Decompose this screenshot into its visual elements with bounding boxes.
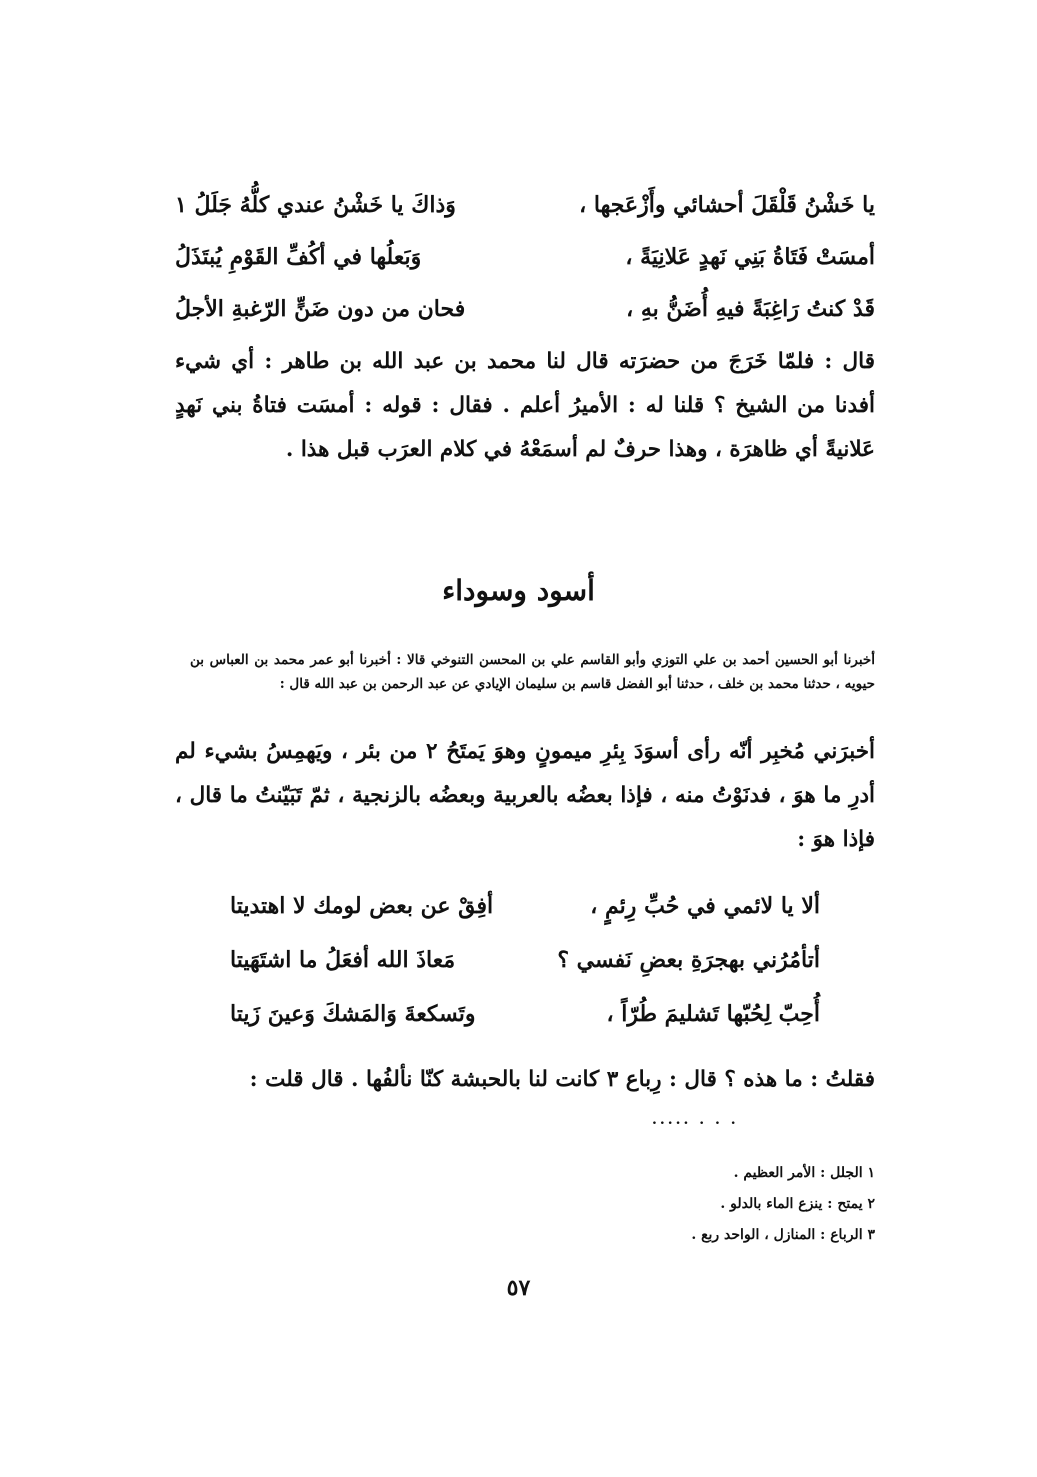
omission-dots: ..... . . . [652,1112,739,1128]
footnotes [455,1158,875,1251]
verse-hemistich-1: أُحِبّ لِحُبّها تَشليمَ طُرّاً ، [606,1001,820,1027]
footnote: ٢ يمتح : ينزع الماء بالدلو . [720,1196,875,1212]
poem-1 [175,192,875,348]
verse-hemistich-1: ألا يا لائمي في حُبِّ رِئمٍ ، [590,893,820,919]
verse-hemistich-1: يا خَشْنُ قَلْقَلَ أحشائي وأَزْعَجها ، [579,192,875,218]
footnote: ٣ الرباع : المنازل ، الواحد ربع . [691,1227,875,1243]
prose-paragraph-2: أخبرَني مُخبِر أنّه رأى أسوَدَ بِئرِ ميمونٍ وهوَ يَمتَحُ ٢ من بئر ، ويَهمِسُ بشيء لم أدرِ ما هوَ ، فدنَوْتُ منه ، فإذا بعضُه بالعربية وبعضُه بالزنجية ، ثمّ تَبَيّنتُ ما قال ، فإذا هوَ : [175,739,875,852]
isnad-paragraph: أخبرنا أبو الحسين أحمد بن علي التوزي وأبو القاسم علي بن المحسن التنوخي قالا : أخبرنا أبو عمر محمد بن العباس بن حيويه ، حدثنا محمد بن خلف ، حدثنا أبو الفضل قاسم بن سليمان الإيادي عن عبد الرحمن بن عبد الله قال : [190,652,875,692]
prose-paragraph-1: قال : فلمّا خَرَجَ من حضرَته قال لنا محمد بن عبد الله بن طاهر : أي شيء أفدنا من الشيخ ؟ قلنا له : الأميرُ أعلم . فقال : قوله : أمسَت فتاةُ بني نَهدٍ عَلانيةً أي ظاهرَة ، وهذا حرفٌ لم أسمَعْهُ في كلام العرَب قبل هذا . [175,349,875,462]
verse-line [230,1001,820,1055]
verse-hemistich-1: أتأمُرُني بهجرَةِ بعضِ نَفسي ؟ [557,947,820,973]
verse-line [175,192,875,244]
verse-hemistich-2: أفِقْ عن بعض لومك لا اهتديتا [230,893,494,919]
prose-paragraph-3: فقلتُ : ما هذه ؟ قال : رِباع ٣ كانت لنا بالحبشة كنّا نألفُها . قال قلت : [249,1067,875,1092]
verse-line [175,244,875,296]
verse-hemistich-2: فحان من دون ضَنٍّ الرّغبةِ الأجلُ [175,296,466,322]
page-number: ٥٧ [506,1275,531,1301]
verse-hemistich-2: وَبَعلُها في أكُفِّ القَوْمِ يُبتَذَلُ [175,244,422,270]
verse-hemistich-1: قَدْ كنتُ رَاغِبَةً فيهِ أُضَنُّ بهِ ، [626,296,875,322]
section-title: أسود وسوداء [442,574,595,607]
verse-line [230,947,820,1001]
verse-hemistich-2: وتَسكعةَ وَالمَشكَ وَعينَ زَيتا [230,1001,476,1027]
poem-2 [230,893,820,1055]
verse-hemistich-2: وَذاكَ يا خَشْنُ عندي كلُّهُ جَلَلُ ١ [175,192,456,218]
verse-hemistich-1: أمسَتْ فَتَاةُ بَنِي نَهدٍ عَلانِيَةً ، [625,244,875,270]
footnote: ١ الجلل : الأمر العظيم . [733,1165,875,1181]
verse-line [230,893,820,947]
verse-hemistich-2: مَعاذَ الله أفعَلُ ما اشتَهَيتا [230,947,456,973]
